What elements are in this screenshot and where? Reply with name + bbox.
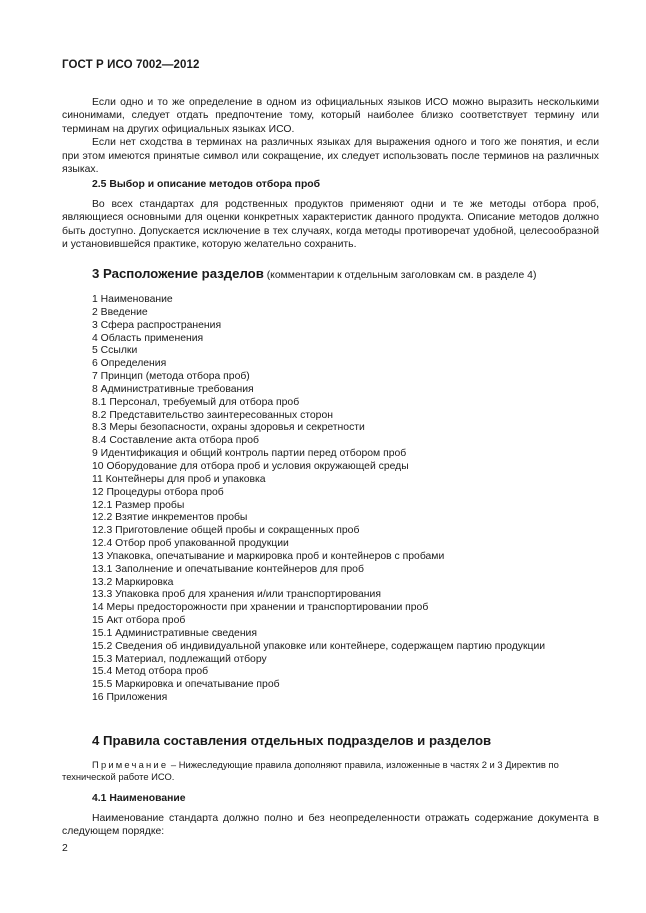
page-number: 2: [62, 843, 68, 854]
section-3-title: 3 Расположение разделов: [92, 266, 264, 281]
document-header: ГОСТ Р ИСО 7002—2012: [62, 59, 200, 71]
subsection-2-5-paragraph: Во всех стандартах для родственных продуктов применяют одни и те же методы отбора проб, являющиеся основными для оценки конкретных характеристик данного продукта. Описание методов должно быть доступно. Допускается исключение в тех случаях, когда методы противоречат удобной, целесообразной и установившейся практике, которую желательно сохранить.: [62, 199, 599, 251]
section-list-item: 9 Идентификация и общий контроль партии перед отбором проб: [92, 448, 407, 460]
section-list-item: 11 Контейнеры для проб и упаковка: [92, 473, 266, 485]
section-list-item: 8.3 Меры безопасности, охраны здоровья и секретности: [92, 422, 365, 434]
section-list-item: 15.4 Метод отбора проб: [92, 666, 209, 678]
section-list-item: 2 Введение: [92, 306, 148, 318]
subsection-4-1-paragraph: Наименование стандарта должно полно и без неопределенности отражать содержание документа в следующем порядке:: [62, 813, 599, 838]
section-list-item: 12.2 Взятие инкрементов пробы: [92, 512, 248, 524]
section-list-item: 12.4 Отбор проб упакованной продукции: [92, 538, 289, 550]
subsection-4-1-text: [62, 812, 599, 839]
section-list-item: 5 Ссылки: [92, 345, 138, 357]
section-list-item: 13.2 Маркировка: [92, 576, 174, 588]
section-list-item: 15 Акт отбора проб: [92, 615, 186, 627]
subsection-2-5-text: [62, 198, 599, 252]
section-list-item: 8.4 Составление акта отбора проб: [92, 435, 259, 447]
section-list: [92, 294, 545, 705]
section-list-item: 12.3 Приготовление общей пробы и сокращенных проб: [92, 525, 360, 537]
section-list-item: 15.5 Маркировка и опечатывание проб: [92, 679, 280, 691]
section-list-item: 13.3 Упаковка проб для хранения и/или транспортирования: [92, 589, 381, 601]
section-list-item: 14 Меры предосторожности при хранении и транспортировании проб: [92, 602, 429, 614]
section-4-heading: 4 Правила составления отдельных подразделов и разделов: [92, 733, 492, 748]
section-list-item: 15.3 Материал, подлежащий отбору: [92, 653, 267, 665]
section-list-item: 3 Сфера распространения: [92, 319, 222, 331]
section-list-item: 7 Принцип (метода отбора проб): [92, 371, 250, 383]
subsection-4-1-title: 4.1 Наименование: [92, 793, 186, 804]
note-label: Примечание: [92, 759, 169, 770]
section-list-item: 16 Приложения: [92, 692, 168, 704]
note: [62, 759, 599, 783]
section-list-item: 1 Наименование: [92, 294, 173, 305]
section-list-item: 12 Процедуры отбора проб: [92, 486, 224, 498]
section-list-item: 13 Упаковка, опечатывание и маркировка проб и контейнеров с пробами: [92, 550, 445, 562]
intro-paragraph-synonyms: Если одно и то же определение в одном из официальных языков ИСО можно выразить несколькими синонимами, следует отдать предпочтение тому, который наиболее близко соответствует термину или терминам на других официальных языках ИСО.: [62, 97, 599, 135]
subsection-2-5-title: 2.5 Выбор и описание методов отбора проб: [92, 179, 321, 190]
section-list-item: 13.1 Заполнение и опечатывание контейнеров для проб: [92, 563, 364, 575]
section-list-item: 8.2 Представительство заинтересованных сторон: [92, 409, 333, 421]
section-list-item: 4 Область применения: [92, 332, 204, 344]
section-list-item: 12.1 Размер пробы: [92, 499, 185, 511]
section-list-item: 6 Определения: [92, 358, 167, 370]
section-3-comment: (комментарии к отдельным заголовкам см. в разделе 4): [263, 270, 537, 281]
note-text: – Нижеследующие правила дополняют правила, изложенные в частях 2 и 3 Директив по технической работе ИСО.: [62, 759, 559, 782]
section-list-item: 10 Оборудование для отбора проб и условия окружающей среды: [92, 460, 409, 472]
section-list-item: 8 Административные требования: [92, 383, 254, 395]
section-list-item: 8.1 Персонал, требуемый для отбора проб: [92, 396, 300, 408]
section-list-item: 15.2 Сведения об индивидуальной упаковке или контейнере, содержащем партию продукции: [92, 640, 546, 652]
section-3-heading: [92, 266, 536, 281]
section-list-item: 15.1 Административные сведения: [92, 627, 257, 639]
intro-paragraph-symbols: Если нет сходства в терминах на различных языках для выражения одного и того же понятия, и если при этом имеются принятые символ или сокращение, их следует использовать после терминов на различных языках.: [62, 137, 599, 176]
intro-text: [62, 96, 599, 176]
